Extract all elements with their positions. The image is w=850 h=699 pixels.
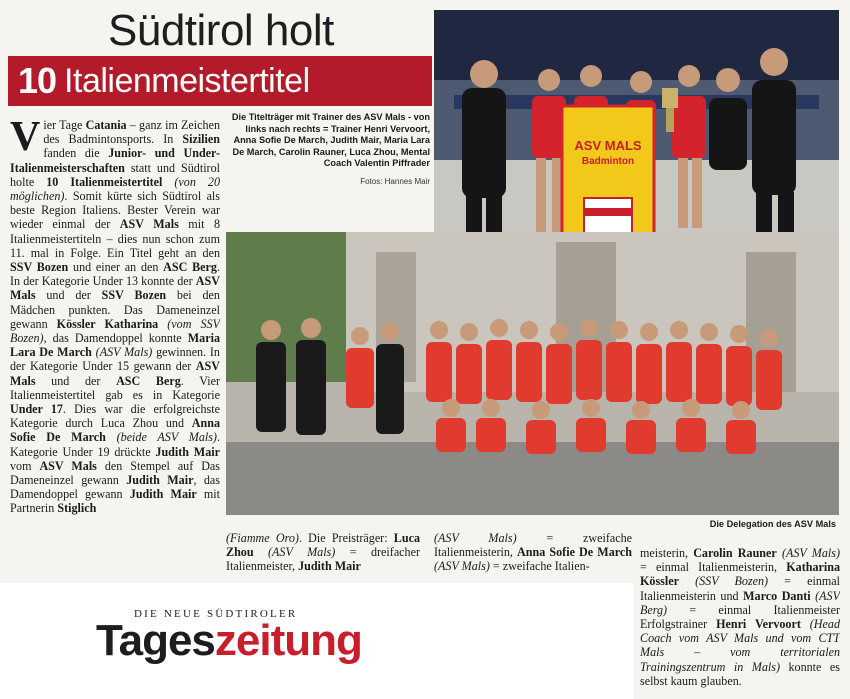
article-column-2 <box>226 531 420 581</box>
article-column-4 <box>640 546 840 696</box>
text-run: konnte es selbst kaum glauben. <box>640 659 840 688</box>
text-bold: SSV Bozen <box>10 260 69 275</box>
headline-number: 10 <box>18 60 57 101</box>
text-run: und einer an den <box>68 260 164 275</box>
text-bold: ASV Mals <box>39 458 97 473</box>
text-run: statt und Südtirol holte <box>10 160 220 189</box>
text-run: bei den Mädchen punkten. Das Dameneinzel gewann <box>10 288 220 331</box>
text-run: , das Damendoppel gewann <box>10 473 220 502</box>
text-bold: SSV Bozen <box>101 288 167 303</box>
text-bold: Anna Sofie De March <box>10 416 220 445</box>
text-bold: Judith Mair <box>126 473 194 488</box>
text-run: und der <box>35 288 102 303</box>
text-run: . Vier Italienmeistertitel gab es in Kategorie <box>10 373 220 402</box>
text-bold: Stiglich <box>57 501 97 516</box>
photo-caption-bottom: Die Delegation des ASV Mals <box>709 519 836 529</box>
logo-wordmark <box>96 616 362 666</box>
photo-credit: Fotos: Hannes Mair <box>360 176 430 186</box>
text-bold: Maria Lara De March <box>10 331 220 360</box>
text-italic: (vom SSV Bozen) <box>10 316 220 346</box>
text-italic: (ASV Mals) <box>253 545 336 560</box>
newspaper-logo <box>96 604 436 676</box>
text-italic: (von 20 möglichen) <box>10 174 220 204</box>
text-bold: Marco Danti <box>743 588 811 603</box>
text-bold: ASV Mals <box>10 274 220 303</box>
article-column-1 <box>10 118 220 580</box>
text-italic: (Head Coach vom ASV Mals und vom CTT Mals – vom territorialen Trainingszentrum in Mals) <box>640 617 840 674</box>
article-column-3 <box>434 531 632 581</box>
text-bold: Sizilien <box>182 132 220 147</box>
text-run: meisterin, <box>640 546 694 560</box>
text-run: = einmal Italienmeisterin, <box>640 560 787 575</box>
text-bold: Carolin Rauner <box>693 546 777 560</box>
flag-text-2: Badminton <box>581 156 635 167</box>
logo-part-2: zeitung <box>214 616 362 665</box>
text-bold: Kössler Katharina <box>56 316 159 331</box>
text-run: = zweifache Italienmeisterin, <box>434 531 632 560</box>
text-bold: Under 17 <box>10 402 63 417</box>
drop-cap: V <box>10 118 41 160</box>
text-run: . Die Preisträger: <box>298 531 394 545</box>
text-bold: Luca Zhou <box>226 531 420 560</box>
text-bold: ASV Mals <box>119 217 179 232</box>
text-run: = dreifacher Italienmeister, <box>226 545 420 574</box>
text-run: = zweifache Italien- <box>489 559 590 574</box>
text-italic: (Fiamme Oro) <box>226 531 299 545</box>
text-run: . In der Kategorie Under 13 konnte der <box>10 260 220 289</box>
text-bold: Catania <box>85 118 127 132</box>
text-run: vom <box>10 458 40 473</box>
text-bold: Katharina Kössler <box>640 560 840 589</box>
headline-bar <box>8 56 432 106</box>
text-run: ier Tage <box>43 118 86 132</box>
logo-subtitle: DIE NEUE SÜDTIROLER <box>134 608 298 620</box>
text-italic: (beide ASV Mals) <box>105 430 217 445</box>
text-bold: Judith Mair <box>129 487 197 502</box>
text-italic: (ASV Mals) <box>776 546 840 560</box>
text-bold: Anna Sofie De March <box>517 545 632 560</box>
photo-caption-top <box>230 112 430 188</box>
text-run: . Kategorie Under 19 drückte <box>10 430 220 459</box>
text-bold: ASC Berg <box>163 260 217 275</box>
text-run: = einmal Italienmeisterin und <box>640 574 840 603</box>
text-run: . Somit kürte sich Südtirol als beste Region Italiens. Bester Verein war wieder einmal der <box>10 189 220 232</box>
photo-delegation-illustration <box>226 232 839 515</box>
text-italic: (SSV Bozen) <box>678 574 769 589</box>
text-run: und der <box>35 373 117 388</box>
text-italic: (ASV Berg) <box>640 588 840 617</box>
text-run: = einmal Italienmeister Erfolgstrainer <box>640 602 840 632</box>
text-bold: 10 Italienmeistertitel <box>46 174 163 189</box>
text-italic: (ASV Mals) <box>434 531 517 545</box>
text-italic: (ASV Mals) <box>91 345 153 360</box>
text-bold: Henri Vervoort <box>716 617 801 632</box>
logo-part-1: Tages <box>96 616 215 665</box>
flag-text-1: ASV MALS <box>574 138 642 153</box>
text-bold: ASC Berg <box>116 373 181 388</box>
text-run: mit 8 Italienmeistertiteln – dies nun schon zum 11. mal in Folge. Ein Titel geht an den <box>10 217 220 260</box>
text-run: , das Damendoppel konnte <box>43 331 188 346</box>
headline-line-2: Italienmeistertitel <box>64 61 310 100</box>
headline-line-1: Südtirol holt <box>108 6 334 55</box>
text-run: mit Partnerin <box>10 487 220 516</box>
text-run: – ganz im Zeichen des Badmintonsports. In <box>43 118 220 147</box>
photo-delegation <box>226 232 839 515</box>
text-bold: Judith Mair <box>298 559 361 574</box>
caption-text: Die Titelträger mit Trainer des ASV Mals - von links nach rechts = Trainer Henri Vervoort, Anna Sofie De March, Judith Mair, Maria Lara De March, Carolin Rauner, Luca Zhou, Mental Coach Valentin Piffrader <box>231 112 430 169</box>
text-bold: Junior- und Under-Italienmeisterschaften <box>10 146 220 175</box>
text-italic: (ASV Mals) <box>434 559 490 574</box>
text-bold: ASV Mals <box>10 359 220 388</box>
text-run: gewinnen. In der Kategorie Under 15 gewann der <box>10 345 220 374</box>
text-run: . Dies war die erfolgreichste Kategorie durch Luca Zhou und <box>10 402 220 431</box>
text-run: den Stempel auf Das Dameneinzel gewann <box>10 458 220 488</box>
text-bold: Judith Mair <box>155 444 220 459</box>
text-run: fanden die <box>43 146 109 161</box>
